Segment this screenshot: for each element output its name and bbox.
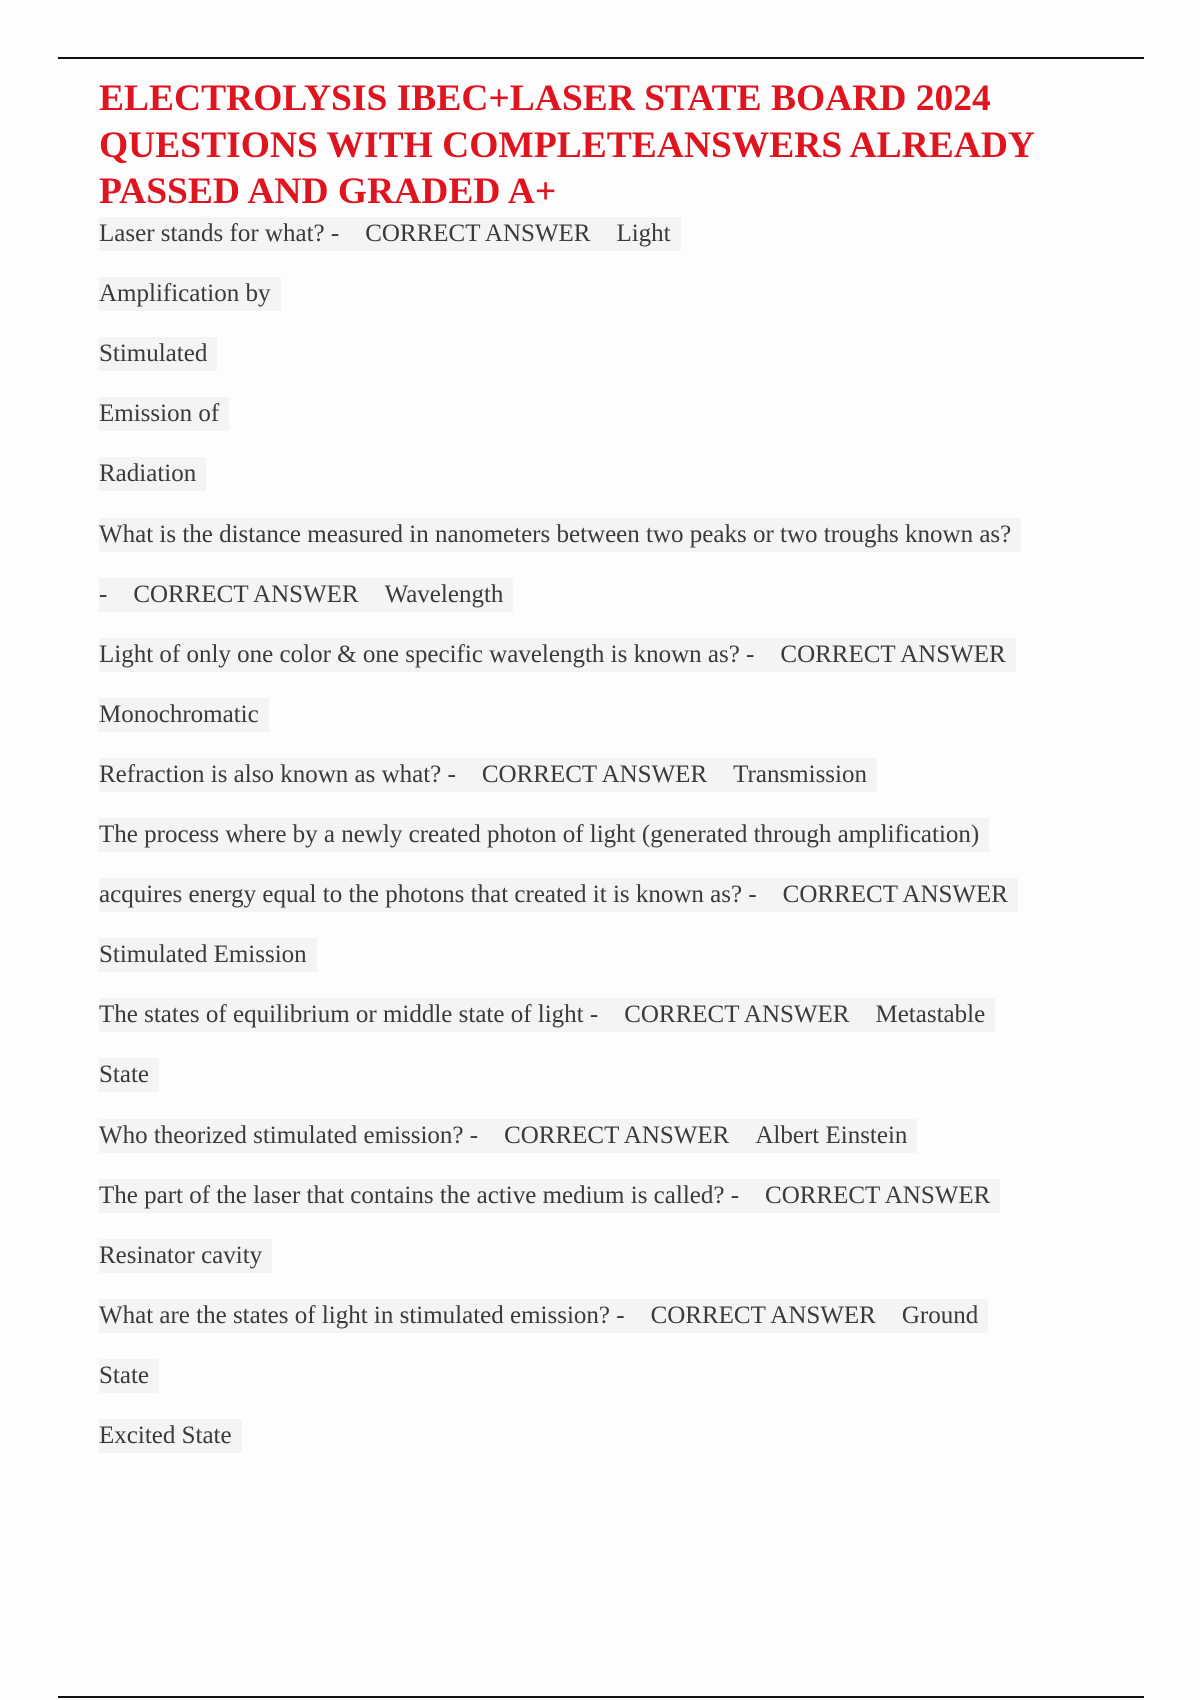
question-text: What is the distance measured in nanometers between two peaks or two troughs known as? <box>99 520 1012 548</box>
qa-line <box>99 277 281 311</box>
qa-line <box>99 217 681 251</box>
qa-line <box>99 337 217 371</box>
answer-text: Transmission <box>733 760 867 788</box>
question-text: The part of the laser that contains the active medium is called? - <box>99 1181 740 1209</box>
qa-line <box>99 818 989 852</box>
qa-line <box>99 758 877 792</box>
answer-text: Wavelength <box>384 580 504 608</box>
answer-text: Amplification by <box>99 280 271 308</box>
answer-text: Light <box>616 220 671 247</box>
correct-answer-label: CORRECT ANSWER <box>504 1121 730 1149</box>
qa-line <box>99 938 317 972</box>
qa-line <box>99 638 1016 672</box>
bottom-rule <box>58 1696 1144 1698</box>
correct-answer-label: CORRECT ANSWER <box>780 640 1006 668</box>
qa-line <box>99 1179 1000 1213</box>
answer-text: Emission of <box>99 400 220 428</box>
correct-answer-label: CORRECT ANSWER <box>481 760 708 788</box>
qa-line <box>99 518 1021 552</box>
qa-line <box>99 1419 242 1453</box>
qa-line <box>99 998 995 1032</box>
correct-answer-label: CORRECT ANSWER <box>765 1181 991 1209</box>
answer-text: Stimulated Emission <box>99 941 307 969</box>
qa-line <box>99 457 206 491</box>
qa-line <box>99 878 1018 912</box>
title-line: ELECTROLYSIS IBEC+LASER STATE BOARD 2024 <box>99 78 991 119</box>
answer-text: Stimulated <box>99 340 208 368</box>
question-text: Laser stands for what? - <box>99 220 340 247</box>
correct-answer-label: CORRECT ANSWER <box>365 220 591 247</box>
answer-text: State <box>99 1361 149 1389</box>
qa-line <box>99 1119 917 1153</box>
question-text: The process where by a newly created photon of light (generated through amplification) <box>99 821 980 848</box>
qa-line <box>99 397 229 431</box>
question-text: Who theorized stimulated emission? - <box>99 1121 479 1149</box>
question-text: Refraction is also known as what? - <box>99 760 456 788</box>
qa-line <box>99 1359 159 1393</box>
answer-text: Ground <box>901 1301 979 1329</box>
question-text: - <box>99 580 108 608</box>
title-line: QUESTIONS WITH COMPLETEANSWERS ALREADY <box>99 124 1035 166</box>
correct-answer-label: CORRECT ANSWER <box>782 881 1008 909</box>
correct-answer-label: CORRECT ANSWER <box>624 1001 850 1029</box>
qa-line <box>99 578 513 612</box>
question-text: acquires energy equal to the photons that created it is known as? - <box>99 881 757 909</box>
qa-line <box>99 698 269 732</box>
answer-text: Metastable <box>875 1001 986 1029</box>
qa-line <box>99 1058 159 1092</box>
question-text: Light of only one color & one specific wavelength is known as? - <box>99 640 755 668</box>
answer-text: Radiation <box>99 460 197 488</box>
question-text: What are the states of light in stimulated emission? - <box>99 1301 625 1329</box>
question-text: The states of equilibrium or middle state of light - <box>99 1001 599 1029</box>
title-line: PASSED AND GRADED A+ <box>99 171 557 212</box>
answer-text: Excited State <box>99 1422 232 1449</box>
answer-text: Albert Einstein <box>755 1121 908 1149</box>
answer-text: Monochromatic <box>99 700 259 728</box>
correct-answer-label: CORRECT ANSWER <box>650 1301 876 1329</box>
qa-line <box>99 1239 272 1273</box>
qa-line <box>99 1299 988 1333</box>
correct-answer-label: CORRECT ANSWER <box>133 580 359 608</box>
answer-text: State <box>99 1061 149 1089</box>
answer-text: Resinator cavity <box>99 1241 263 1269</box>
